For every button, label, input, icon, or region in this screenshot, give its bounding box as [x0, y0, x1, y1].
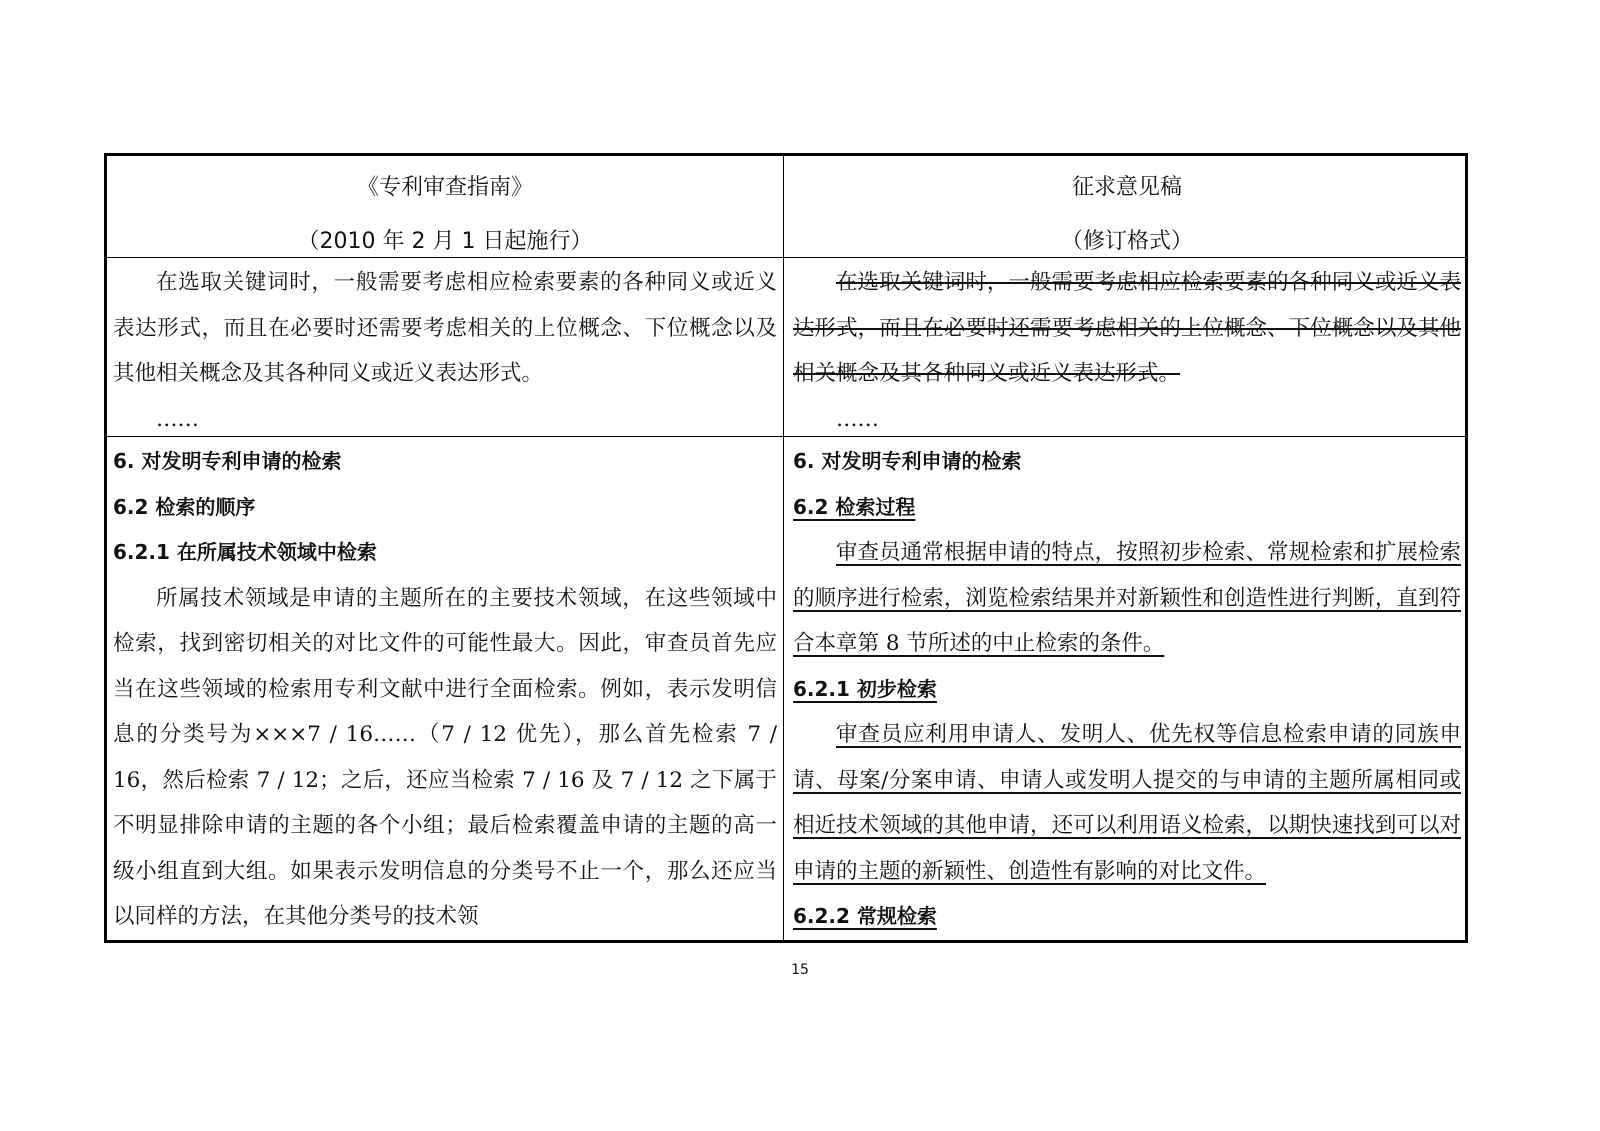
left-body-paragraph: 所属技术领域是申请的主题所在的主要技术领域，在这些领域中检索，找到密切相关的对比文件的可能性最大。因此，审查员首先应当在这些领域的检索用专利文献中进行全面检索。例如，表示发明信息的分类号为×××7 / 16……（7 / 12 优先），那么首先检索 7 / 16，然后检索 7 / 12；之后，还应当检索 7 / 16 及 7 / 12 之下属于不明显排除申请的主题的各个小组；最后检索覆盖申请的主题的高一级小组直到大组。如果表示发明信息的分类号不止一个，那么还应当以同样的方法，在其他分类号的技术领 [113, 585, 777, 929]
right-inserted-paragraph-1-text: 审查员通常根据申请的特点，按照初步检索、常规检索和扩展检索的顺序进行检索，浏览检索结果并对新颖性和创造性进行判断，直到符合本章第 8 节所述的中止检索的条件。 [793, 540, 1461, 656]
right-heading-6-2-1-text: 6.2.1 初步检索 [793, 676, 937, 701]
left-header-subtitle: （2010 年 2 月 1 日起施行） [297, 229, 593, 254]
right-inserted-paragraph-1 [793, 530, 1461, 667]
right-header-title: 征求意见稿 [1071, 175, 1182, 200]
row2-left-cell [113, 439, 777, 940]
row1-right-cell [793, 260, 1461, 434]
right-heading-6: 6. 对发明专利申请的检索 [793, 449, 1022, 473]
left-heading-6-2: 6.2 检索的顺序 [113, 494, 256, 519]
left-column-header [113, 161, 777, 269]
left-heading-6: 6. 对发明专利申请的检索 [113, 449, 342, 473]
row1-left-paragraph: 在选取关键词时，一般需要考虑相应检索要素的各种同义或近义表达形式，而且在必要时还需要考虑相关的上位概念、下位概念以及其他相关概念及其各种同义或近义表达形式。 [113, 270, 777, 386]
row1-left-ellipsis: …… [156, 406, 199, 432]
right-heading-6-2-1 [793, 667, 1461, 713]
row1-left-cell [113, 260, 777, 434]
right-heading-6-2-2 [793, 894, 1461, 940]
right-heading-6-2-2-text: 6.2.2 常规检索 [793, 904, 937, 928]
left-header-title: 《专利审查指南》 [356, 175, 533, 200]
right-inserted-paragraph-2-text: 审查员应利用申请人、发明人、优先权等信息检索申请的同族申请、母案/分案申请、申请人或发明人提交的与申请的主题所属相同或相近技术领域的其他申请，还可以利用语义检索，以期快速找到可以对申请的主题的新颖性、创造性有影响的对比文件。 [793, 722, 1461, 884]
row2-right-cell [793, 439, 1461, 940]
left-heading-6-2-1: 6.2.1 在所属技术领域中检索 [113, 540, 377, 564]
row-divider [107, 436, 1465, 437]
page-number: 15 [791, 962, 809, 978]
row1-right-ellipsis: …… [836, 406, 879, 432]
right-heading-6-2-text: 6.2 检索过程 [793, 494, 916, 519]
right-header-subtitle: （修订格式） [1060, 229, 1193, 254]
comparison-table [104, 153, 1468, 943]
right-inserted-paragraph-2 [793, 712, 1461, 894]
right-heading-6-2 [793, 485, 1461, 531]
column-divider [783, 156, 784, 940]
right-column-header [793, 161, 1461, 269]
row1-right-deleted-paragraph: 在选取关键词时，一般需要考虑相应检索要素的各种同义或近义表达形式，而且在必要时还需要考虑相关的上位概念、下位概念以及其他相关概念及其各种同义或近义表达形式。 [793, 270, 1461, 386]
